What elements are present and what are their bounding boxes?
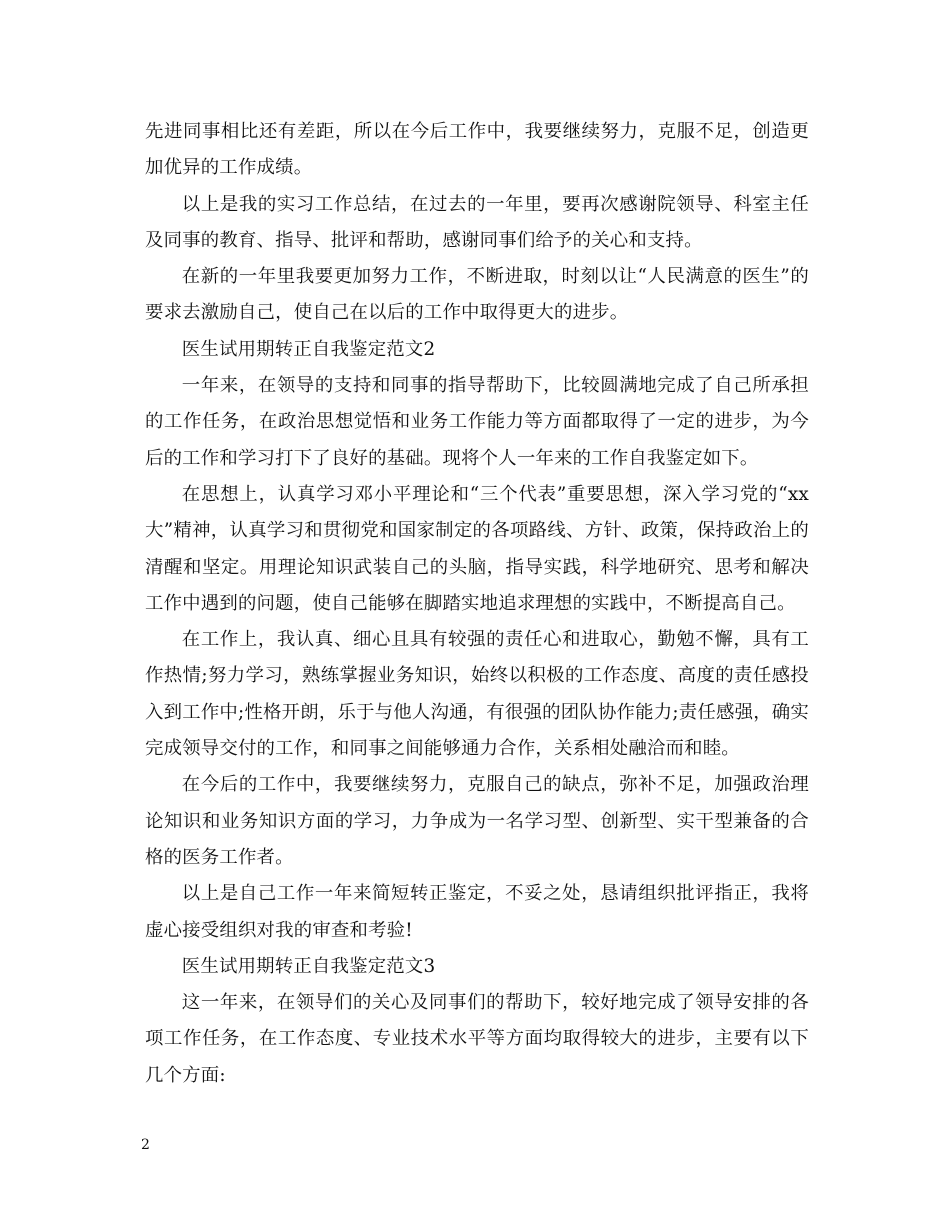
paragraph: 这一年来，在领导们的关心及同事们的帮助下，较好地完成了领导安排的各项工作任务，在工作态度、专业技术水平等方面均取得较大的进步，主要有以下几个方面: [145, 992, 809, 1086]
paragraph: 先进同事相比还有差距，所以在今后工作中，我要继续努力，克服不足，创造更加优异的工作成绩。 [145, 121, 809, 179]
paragraph: 以上是自己工作一年来简短转正鉴定，不妥之处，恳请组织批评指正，我将虚心接受组织对我的审查和考验! [145, 883, 809, 941]
page-number: 2 [141, 1137, 150, 1153]
paragraph: 在新的一年里我要更加努力工作，不断进取，时刻以让“人民满意的医生”的要求去激励自己，使自己在以后的工作中取得更大的进步。 [145, 266, 809, 324]
section-heading: 医生试用期转正自我鉴定范文3 [181, 955, 436, 977]
paragraph: 在今后的工作中，我要继续努力，克服自己的缺点，弥补不足，加强政治理论知识和业务知识方面的学习，力争成为一名学习型、创新型、实干型兼备的合格的医务工作者。 [145, 774, 809, 868]
paragraph: 一年来，在领导的支持和同事的指导帮助下，比较圆满地完成了自己所承担的工作任务，在政治思想觉悟和业务工作能力等方面都取得了一定的进步，为今后的工作和学习打下了良好的基础。现将个人一年来的工作自我鉴定如下。 [145, 375, 809, 469]
section-heading: 医生试用期转正自我鉴定范文2 [181, 338, 436, 360]
paragraph: 在思想上，认真学习邓小平理论和“三个代表”重要思想，深入学习党的“xx大”精神，认真学习和贯彻党和国家制定的各项路线、方针、政策，保持政治上的清醒和坚定。用理论知识武装自己的头脑，指导实践，科学地研究、思考和解决工作中遇到的问题，使自己能够在脚踏实地追求理想的实践中，不断提高自己。 [145, 483, 809, 614]
paragraph: 以上是我的实习工作总结，在过去的一年里，要再次感谢院领导、科室主任及同事的教育、指导、批评和帮助，感谢同事们给予的关心和支持。 [145, 193, 809, 251]
document-body [145, 114, 809, 1094]
paragraph: 在工作上，我认真、细心且具有较强的责任心和进取心，勤勉不懈，具有工作热情;努力学习，熟练掌握业务知识，始终以积极的工作态度、高度的责任感投入到工作中;性格开朗，乐于与他人沟通，有很强的团队协作能力;责任感强，确实完成领导交付的工作，和同事之间能够通力合作，关系相处融洽而和睦。 [145, 629, 809, 760]
